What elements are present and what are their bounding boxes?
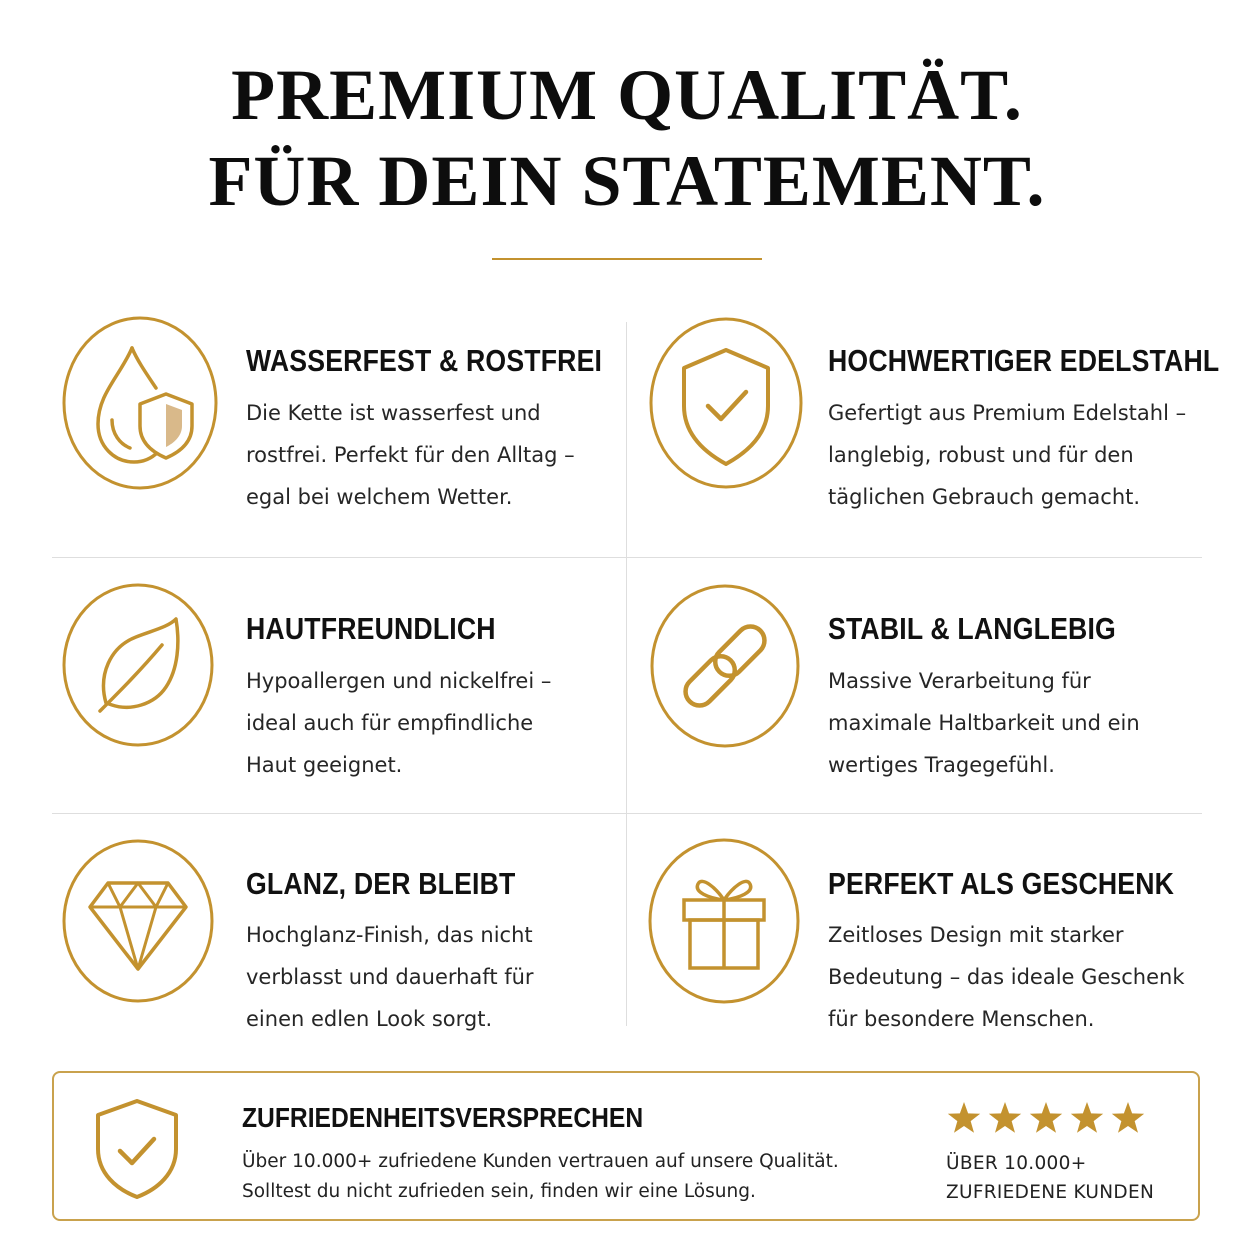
- feature-title: HOCHWERTIGER EDELSTAHL: [828, 343, 1220, 378]
- feature-description: Hochglanz-Finish, das nicht verblasst und dauerhaft für einen edlen Look sorgt.: [246, 923, 534, 1031]
- feature-title: WASSERFEST & ROSTFREI: [246, 343, 603, 378]
- star-icon: [1030, 1102, 1062, 1133]
- star-icon: [989, 1102, 1021, 1133]
- customer-count: ÜBER 10.000+ ZUFRIEDENE KUNDEN: [946, 1153, 1155, 1203]
- headline-line-2: FÜR DEIN STATEMENT.: [208, 141, 1046, 221]
- chain-link-icon: [650, 584, 800, 748]
- feature-description: Die Kette ist wasserfest und rostfrei. Perfekt für den Alltag – egal bei welchem Wetter.: [246, 401, 575, 509]
- leaf-icon: [62, 583, 214, 747]
- shield-check-icon: [94, 1097, 180, 1199]
- guarantee-title: ZUFRIEDENHEITSVERSPRECHEN: [242, 1102, 644, 1133]
- feature-title: PERFEKT ALS GESCHENK: [828, 866, 1175, 901]
- feature-description: Zeitloses Design mit starker Bedeutung – das ideale Geschenk für besondere Menschen.: [828, 923, 1185, 1031]
- grid-horizontal-divider-1: [52, 557, 1202, 558]
- feature-title: STABIL & LANGLEBIG: [828, 611, 1116, 646]
- star-icon: [1112, 1102, 1144, 1133]
- feature-title: HAUTFREUNDLICH: [246, 611, 496, 646]
- satisfaction-guarantee-box: [52, 1071, 1200, 1221]
- star-icon: [948, 1102, 980, 1133]
- rating-stars: [944, 1099, 1152, 1139]
- gold-divider: [492, 258, 762, 260]
- grid-horizontal-divider-2: [52, 813, 1202, 814]
- feature-description: Massive Verarbeitung für maximale Haltbarkeit und ein wertiges Tragegefühl.: [828, 669, 1140, 777]
- gift-icon: [648, 838, 800, 1004]
- guarantee-description: Über 10.000+ zufriedene Kunden vertrauen auf unsere Qualität. Solltest du nicht zufrieden sein, finden wir eine Lösung.: [242, 1151, 839, 1202]
- headline-line-1: PREMIUM QUALITÄT.: [231, 55, 1023, 135]
- feature-description: Hypoallergen und nickelfrei – ideal auch für empfindliche Haut geeignet.: [246, 669, 552, 777]
- grid-vertical-divider: [626, 322, 627, 1026]
- shield-check-icon: [648, 316, 804, 490]
- page-headline: [0, 52, 1254, 224]
- diamond-icon: [62, 839, 214, 1003]
- water-drop-shield-icon: [62, 316, 218, 490]
- star-icon: [1071, 1102, 1103, 1133]
- feature-description: Gefertigt aus Premium Edelstahl – langlebig, robust und für den täglichen Gebrauch gemacht.: [828, 401, 1187, 509]
- feature-title: GLANZ, DER BLEIBT: [246, 866, 516, 901]
